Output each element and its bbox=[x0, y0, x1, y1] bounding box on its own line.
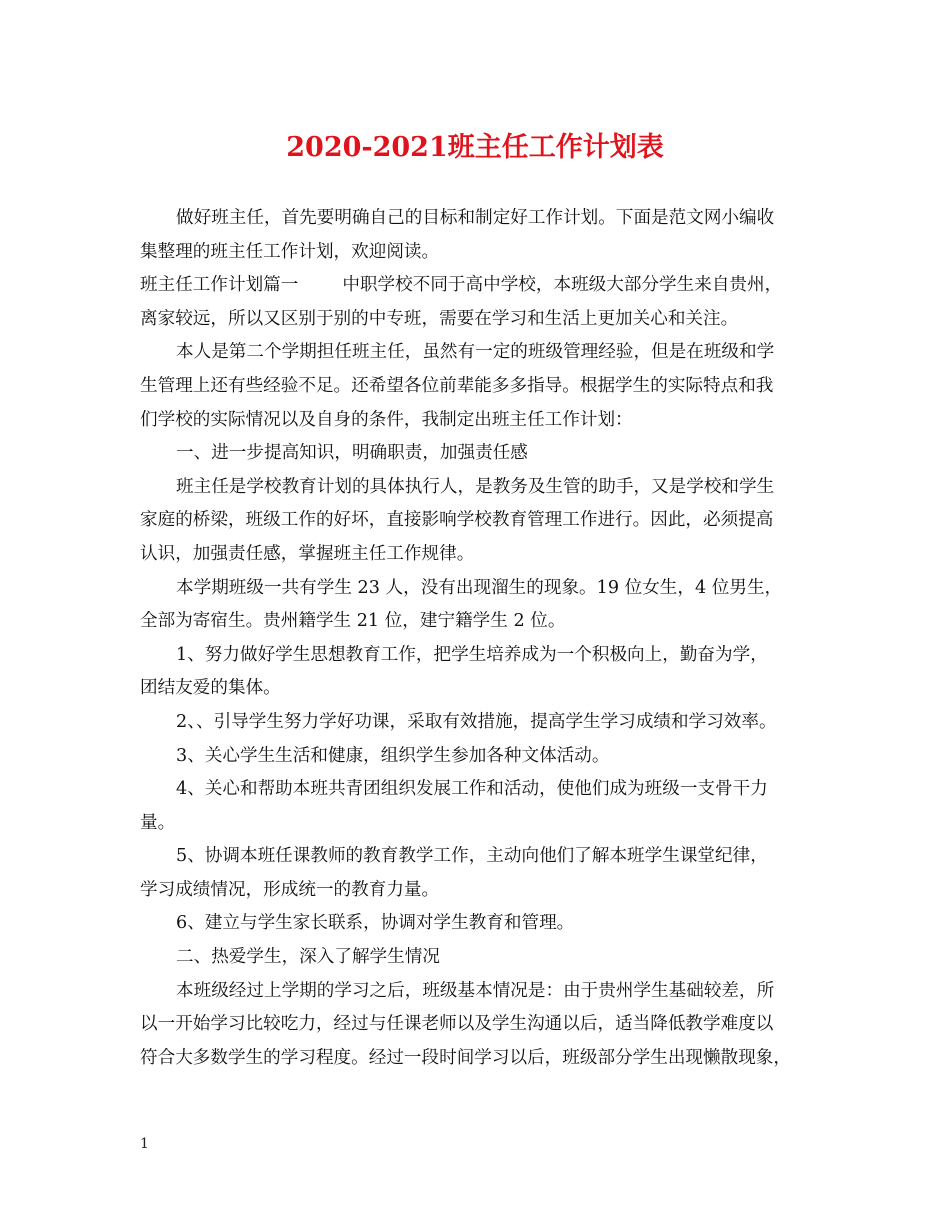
paragraph-line: 家庭的桥梁，班级工作的好坏，直接影响学校教育管理工作进行。因此，必须提高 bbox=[140, 510, 774, 531]
list-item-line: 6、建立与学生家长联系，协调对学生教育和管理。 bbox=[176, 913, 575, 934]
paragraph-line: 班主任是学校教育计划的具体执行人，是教务及生管的助手，又是学校和学生 bbox=[176, 476, 775, 497]
paragraph-line: 集整理的班主任工作计划，欢迎阅读。 bbox=[140, 241, 440, 262]
paragraph-line: 做好班主任，首先要明确自己的目标和制定好工作计划。下面是范文网小编收 bbox=[176, 208, 775, 228]
document-title: 2020-2021班主任工作计划表 bbox=[286, 132, 664, 163]
list-item-line: 1、努力做好学生思想教育工作，把学生培养成为一个积极向上，勤奋为学， bbox=[176, 644, 768, 665]
section-heading: 班主任工作计划篇一 bbox=[140, 275, 299, 296]
paragraph-line: 全部为寄宿生。贵州籍学生 21 位，建宁籍学生 2 位。 bbox=[140, 611, 566, 632]
paragraph-line: 本学期班级一共有学生 23 人，没有出现溜生的现象。19 位女生，4 位男生， bbox=[176, 577, 783, 598]
list-item-line: 2、、引导学生努力学好功课，采取有效措施，提高学生学习成绩和学习效率。 bbox=[176, 711, 777, 732]
section-heading-line bbox=[140, 269, 812, 303]
section-heading: 二、热爱学生，深入了解学生情况 bbox=[176, 947, 440, 968]
list-item-line: 4、关心和帮助本班共青团组织发展工作和活动，使他们成为班级一支骨干力 bbox=[176, 779, 768, 800]
section-heading: 一、进一步提高知识，明确职责，加强责任感 bbox=[176, 443, 528, 464]
list-item-line: 5、协调本班任课教师的教育教学工作，主动向他们了解本班学生课堂纪律， bbox=[176, 846, 768, 867]
paragraph-line: 符合大多数学生的学习程度。经过一段时间学习以后，班级部分学生出现懒散现象， bbox=[140, 1047, 791, 1068]
list-item-line: 团结友爱的集体。 bbox=[140, 678, 281, 699]
paragraph-line: 们学校的实际情况以及自身的条件，我制定出班主任工作计划： bbox=[140, 409, 633, 430]
list-item-line: 3、关心学生生活和健康，组织学生参加各种文体活动。 bbox=[176, 745, 610, 766]
paragraph-line: 本人是第二个学期担任班主任，虽然有一定的班级管理经验，但是在班级和学 bbox=[176, 342, 775, 363]
paragraph-line: 中职学校不同于高中学校，本班级大部分学生来自贵州， bbox=[342, 275, 783, 296]
list-item-line: 学习成绩情况，形成统一的教育力量。 bbox=[140, 879, 440, 900]
paragraph-line: 以一开始学习比较吃力，经过与任课老师以及学生沟通以后，适当降低教学难度以 bbox=[140, 1014, 774, 1035]
document-body bbox=[140, 202, 812, 1075]
page-number: 1 bbox=[140, 1136, 149, 1152]
paragraph-line: 离家较远，所以又区别于别的中专班，需要在学习和生活上更加关心和关注。 bbox=[140, 308, 739, 329]
paragraph-line: 认识，加强责任感，掌握班主任工作规律。 bbox=[140, 543, 475, 564]
paragraph-line: 生管理上还有些经验不足。还希望各位前辈能多多指导。根据学生的实际特点和我 bbox=[140, 375, 774, 396]
paragraph-line: 本班级经过上学期的学习之后，班级基本情况是：由于贵州学生基础较差，所 bbox=[176, 980, 775, 1001]
list-item-line: 量。 bbox=[140, 812, 176, 833]
